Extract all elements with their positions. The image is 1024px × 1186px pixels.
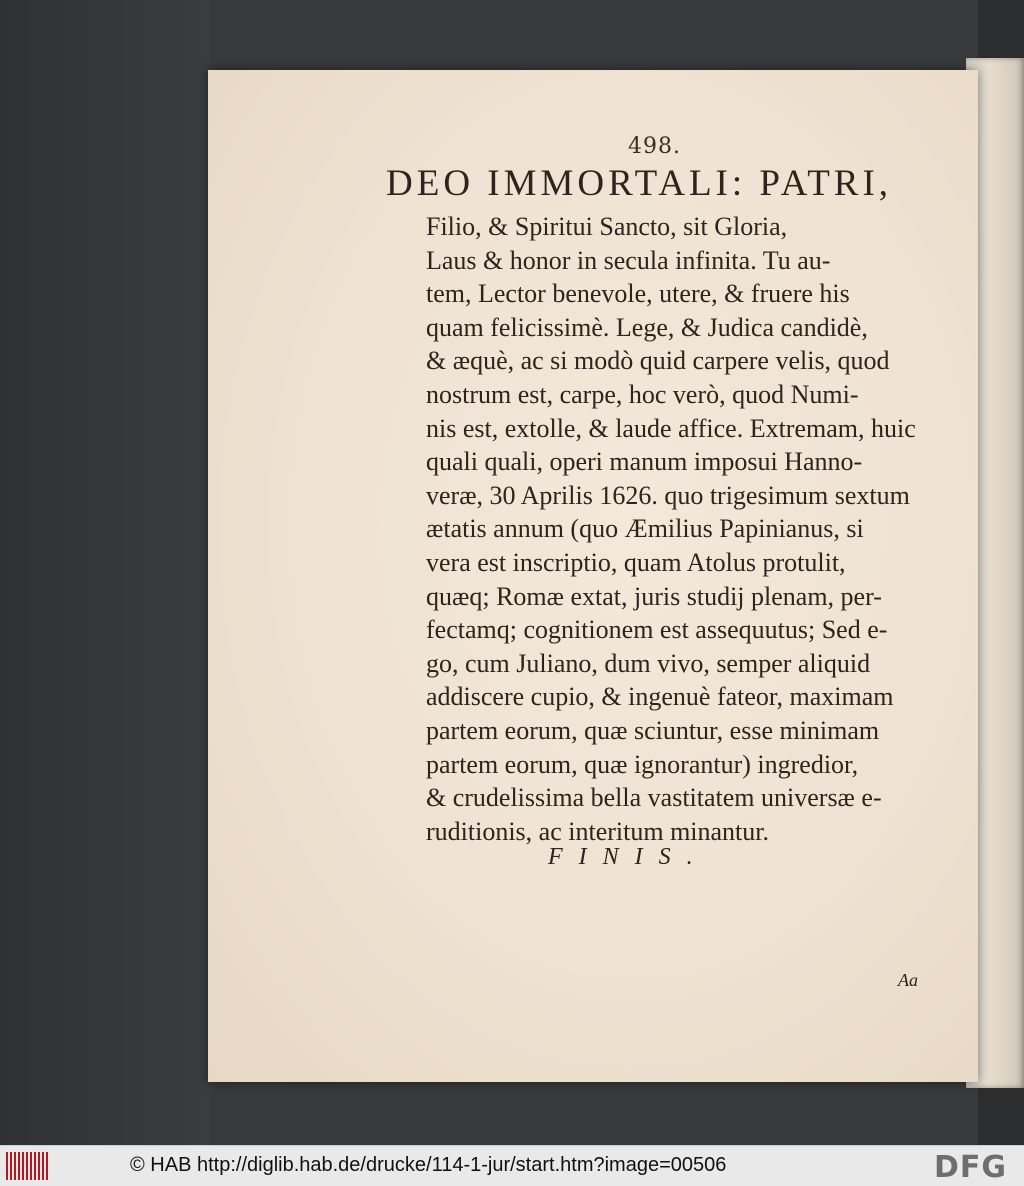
text-line: ætatis annum (quo Æmilius Papinianus, si (426, 514, 864, 544)
text-line: nostrum est, carpe, hoc verò, quod Numi- (426, 379, 859, 409)
scanner-backdrop-left (0, 0, 210, 1145)
text-line: fectamq; cognitionem est assequutus; Sed e- (426, 615, 888, 645)
page-number: 498. (628, 134, 681, 159)
text-line: nis est, extolle, & laude affice. Extremam, huic (426, 413, 916, 443)
dfg-logo: DFG (934, 1150, 1008, 1185)
text-line: addiscere cupio, & ingenuè fateor, maximam (426, 682, 894, 712)
text-line: veræ, 30 Aprilis 1626. quo trigesimum sextum (426, 480, 910, 510)
text-line: partem eorum, quæ sciuntur, esse minimam (426, 715, 880, 745)
text-line: & æquè, ac si modò quid carpere velis, quod (426, 346, 890, 376)
text-line: & crudelissima bella vastitatem universæ e- (426, 783, 882, 813)
text-line: quam felicissimè. Lege, & Judica candidè, (426, 312, 868, 342)
text-line: partem eorum, quæ ignorantur) ingredior, (426, 749, 859, 779)
text-line: Filio, & Spiritui Sancto, sit Gloria, (426, 212, 788, 241)
finis-marker: FINIS. (548, 844, 709, 870)
text-line: quæq; Romæ extat, juris studij plenam, per- (426, 581, 882, 611)
text-line: ruditionis, ac interitum minantur. (426, 816, 770, 846)
text-line: Laus & honor in secula infinita. Tu au- (426, 245, 831, 275)
text-line: quali quali, operi manum imposui Hanno- (426, 447, 863, 477)
text-line: tem, Lector benevole, utere, & fruere his (426, 279, 850, 309)
text-line: go, cum Juliano, dum vivo, semper aliquid (426, 648, 871, 678)
hab-barcode-icon (6, 1152, 48, 1180)
book-page (208, 70, 978, 1082)
copyright-url: © HAB http://diglib.hab.de/drucke/114-1-jur/start.htm?image=00506 (130, 1154, 727, 1176)
footer-bar (0, 1145, 1024, 1186)
page-heading: DEO IMMORTALI: PATRI, (386, 163, 893, 204)
catchword: Aa (898, 970, 918, 990)
body-text (426, 210, 966, 848)
text-line: vera est inscriptio, quam Atolus protulit, (426, 547, 846, 577)
